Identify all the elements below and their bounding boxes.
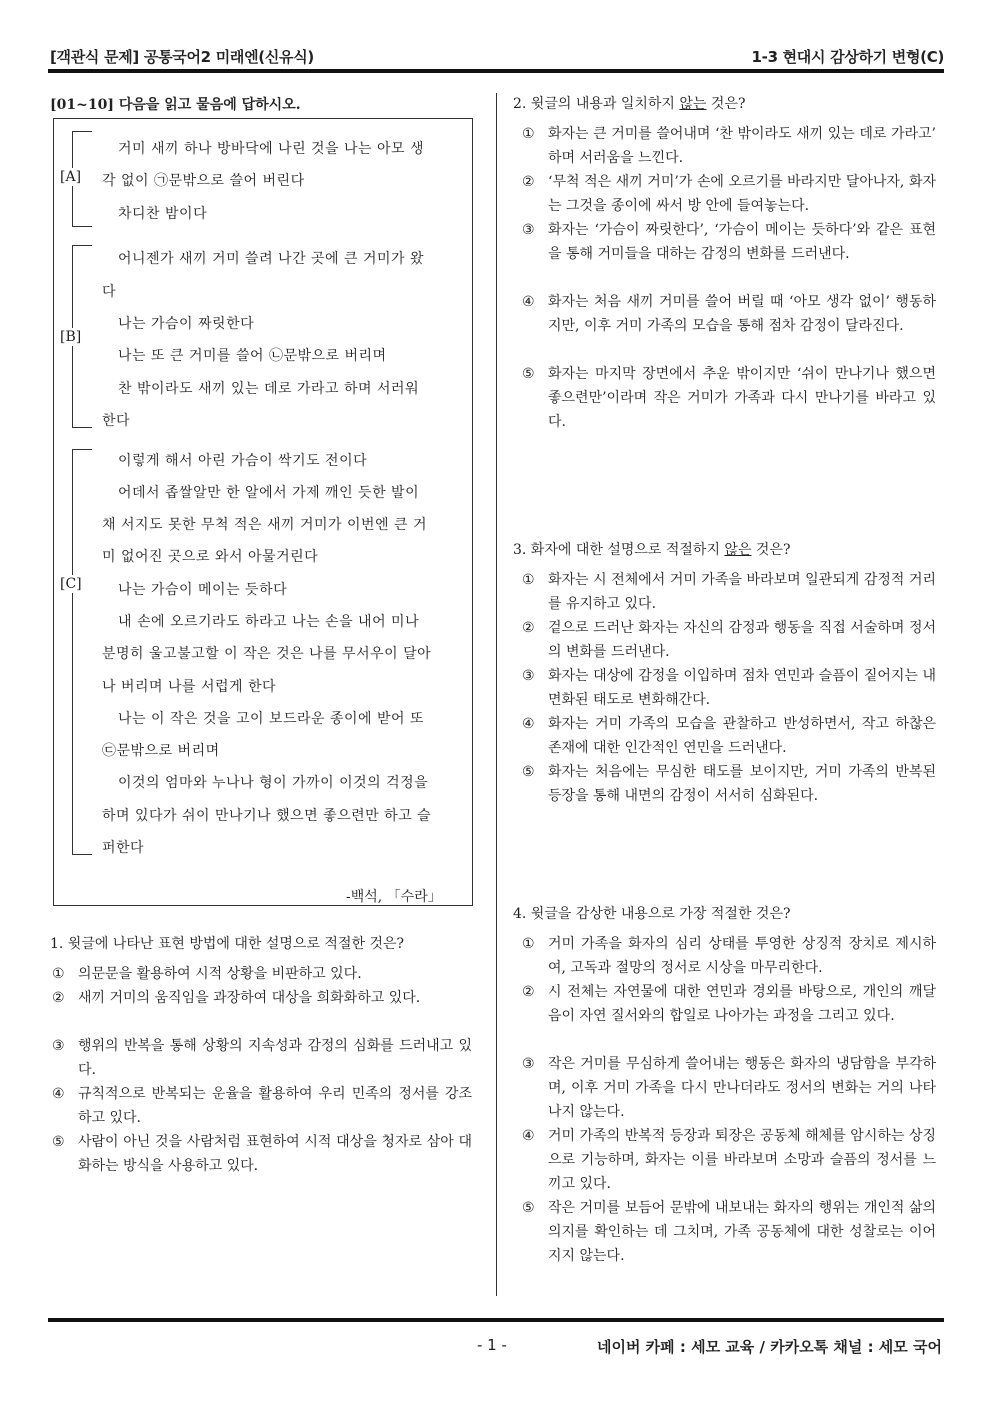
option-number: ② <box>522 620 535 636</box>
question-1-option[interactable] <box>52 962 472 986</box>
option-text: 새끼 거미의 움직임을 과장하여 대상을 희화화하고 있다. <box>78 990 421 1006</box>
question-4-option[interactable] <box>522 932 936 980</box>
poem-line: 나 버리며 나를 서럽게 한다 <box>102 679 277 695</box>
question-2-title-post: 것은? <box>706 96 746 112</box>
poem-line: 나는 가슴이 메이는 듯하다 <box>118 582 288 598</box>
question-1-option[interactable] <box>52 986 472 1010</box>
footer-divider <box>48 1318 944 1322</box>
option-number: ⑤ <box>522 1200 535 1216</box>
question-3-title-pre: 3. 화자에 대한 설명으로 적절하지 <box>513 542 725 558</box>
bracket-label-c: [C] <box>60 576 82 592</box>
question-2-option[interactable] <box>522 290 936 338</box>
header-title: [객관식 문제] 공통국어2 미래엔(신유식) <box>50 48 314 66</box>
page-number: - 1 - <box>477 1336 507 1354</box>
question-4-title: 4. 윗글을 감상한 내용으로 가장 적절한 것은? <box>513 906 791 922</box>
poem-line: 퍼한다 <box>102 840 145 856</box>
question-1-title: 1. 윗글에 나타난 표현 방법에 대한 설명으로 적절한 것은? <box>50 936 404 952</box>
question-1-option[interactable] <box>52 1082 472 1130</box>
option-number: ④ <box>522 716 535 732</box>
question-3-title-post: 것은? <box>751 542 791 558</box>
option-text: 화자는 ‘가슴이 짜릿한다’, ‘가슴이 메이는 듯하다’와 같은 표현을 통해 거미들을 대하는 감정의 변화를 드러낸다. <box>548 222 936 262</box>
question-4-option[interactable] <box>522 980 936 1028</box>
poem-line: 이렇게 해서 아린 가슴이 싹기도 전이다 <box>118 453 368 469</box>
option-number: ⑤ <box>522 366 535 382</box>
poem-line: 다 <box>102 284 117 300</box>
poem-line: 내 손에 오르기라도 하라고 나는 손을 내어 미나 <box>118 614 420 630</box>
option-text: 화자는 큰 거미를 쓸어내며 ‘찬 밖이라도 새끼 있는 데로 가라고’ 하며 서러움을 느낀다. <box>548 126 936 166</box>
option-text: 겉으로 드러난 화자는 자신의 감정과 행동을 직접 서술하며 정서의 변화를 드러낸다. <box>548 620 936 660</box>
poem-line: 차디찬 밤이다 <box>118 206 208 222</box>
option-text: 규칙적으로 반복되는 운율을 활용하여 우리 민족의 정서를 강조하고 있다. <box>78 1086 472 1126</box>
question-1-option[interactable] <box>52 1034 472 1082</box>
poem-line: ㉢문밖으로 버리며 <box>102 743 220 759</box>
option-text: 행위의 반복을 통해 상황의 지속성과 감정의 심화를 드러내고 있다. <box>78 1038 472 1078</box>
question-2-option[interactable] <box>522 170 936 218</box>
option-text: 화자는 거미 가족의 모습을 관찰하고 반성하면서, 작고 하찮은 존재에 대한 인간적인 연민을 드러낸다. <box>548 716 936 756</box>
poem-line: 거미 새끼 하나 방바닥에 나린 것을 나는 아모 생 <box>118 141 425 157</box>
option-text: 사람이 아닌 것을 사람처럼 표현하여 시적 대상을 청자로 삼아 대화하는 방식을 사용하고 있다. <box>78 1134 472 1174</box>
option-text: 의문문을 활용하여 시적 상황을 비판하고 있다. <box>78 966 362 982</box>
option-number: ⑤ <box>522 764 535 780</box>
poem-line: 미 없어진 곳으로 와서 아물거린다 <box>102 549 319 565</box>
option-text: ‘무척 적은 새끼 거미’가 손에 오르기를 바라지만 달아나자, 화자는 그것을 종이에 싸서 방 안에 들여놓는다. <box>548 174 936 214</box>
question-2-option[interactable] <box>522 122 936 170</box>
question-3-option[interactable] <box>522 568 936 616</box>
bracket-c <box>72 449 92 855</box>
question-3-title <box>513 539 791 559</box>
column-divider <box>496 93 497 1296</box>
option-text: 화자는 시 전체에서 거미 가족을 바라보며 일관되게 감정적 거리를 유지하고 있다. <box>548 572 936 612</box>
poem-line: 이것의 엄마와 누나나 형이 가까이 이것의 걱정을 <box>118 775 429 791</box>
option-number: ④ <box>522 1128 535 1144</box>
question-2-title-pre: 2. 윗글의 내용과 일치하지 <box>513 96 680 112</box>
option-number: ③ <box>522 668 535 684</box>
question-2-option[interactable] <box>522 218 936 266</box>
option-number: ② <box>52 990 65 1006</box>
poem-line: 어니젠가 새끼 거미 쓸려 나간 곳에 큰 거미가 왔 <box>118 251 425 267</box>
instruction: [01~10] 다음을 읽고 물음에 답하시오. <box>50 97 301 113</box>
option-text: 거미 가족을 화자의 심리 상태를 투영한 상징적 장치로 제시하여, 고독과 절망의 정서로 시상을 마무리한다. <box>548 936 936 976</box>
question-2-title-emphasis: 않는 <box>679 96 707 112</box>
poem-line: 분명히 울고불고할 이 작은 것은 나를 무서우이 달아 <box>102 646 432 662</box>
header-section-title: 1-3 현대시 감상하기 변형(C) <box>751 48 944 66</box>
question-4-option[interactable] <box>522 1052 936 1124</box>
option-number: ④ <box>522 294 535 310</box>
poem-line: 찬 밖이라도 새끼 있는 데로 가라고 하며 서러워 <box>118 381 420 397</box>
header-divider <box>48 69 944 73</box>
option-number: ② <box>522 174 535 190</box>
question-3-option[interactable] <box>522 712 936 760</box>
option-number: ① <box>522 572 535 588</box>
question-3-option[interactable] <box>522 760 936 808</box>
option-number: ② <box>522 984 535 1000</box>
option-number: ⑤ <box>52 1134 65 1150</box>
option-text: 화자는 처음 새끼 거미를 쓸어 버릴 때 ‘아모 생각 없이’ 행동하지만, 이후 거미 가족의 모습을 통해 점차 감정이 달라진다. <box>548 294 936 334</box>
option-number: ③ <box>52 1038 65 1054</box>
option-text: 시 전체는 자연물에 대한 연민과 경외를 바탕으로, 개인의 깨달음이 자연 질서와의 합일로 나아가는 과정을 그리고 있다. <box>548 984 936 1024</box>
bracket-label-b: [B] <box>60 329 82 345</box>
poem-source: -백석, 「수라」 <box>346 889 442 905</box>
poem-line: 나는 또 큰 거미를 쓸어 ㉡문밖으로 버리며 <box>118 348 387 364</box>
question-3-title-emphasis: 않은 <box>724 542 752 558</box>
footer-credits: 네이버 카페 : 세모 교육 / 카카오톡 채널 : 세모 국어 <box>596 1338 942 1356</box>
question-2-title <box>513 93 745 113</box>
option-text: 화자는 마지막 장면에서 추운 밖이지만 ‘쉬이 만나기나 했으면 좋으련만’이라며 작은 거미가 가족과 다시 만나기를 바라고 있다. <box>548 366 936 430</box>
option-number: ① <box>52 966 65 982</box>
poem-line: 나는 이 작은 것을 고이 보드라운 종이에 받어 또 <box>118 711 425 727</box>
question-3-option[interactable] <box>522 616 936 664</box>
poem-line: 나는 가슴이 짜릿한다 <box>118 316 255 332</box>
question-2-option[interactable] <box>522 362 936 434</box>
option-text: 화자는 대상에 감정을 이입하며 점차 연민과 슬픔이 짙어지는 내면화된 태도로 변화해간다. <box>548 668 936 708</box>
question-1-option[interactable] <box>52 1130 472 1178</box>
option-number: ① <box>522 936 535 952</box>
option-text: 작은 거미를 무심하게 쓸어내는 행동은 화자의 냉담함을 부각하며, 이후 거미 가족을 다시 만나더라도 정서의 변화는 거의 나타나지 않는다. <box>548 1056 936 1120</box>
poem-line: 각 없이 ㉠문밖으로 쓸어 버린다 <box>102 173 305 189</box>
option-number: ④ <box>52 1086 65 1102</box>
poem-line: 어데서 좁쌀알만 한 알에서 가제 깨인 듯한 발이 <box>118 485 420 501</box>
option-text: 화자는 처음에는 무심한 태도를 보이지만, 거미 가족의 반복된 등장을 통해 내면의 감정이 서서히 심화된다. <box>548 764 936 804</box>
poem-line: 채 서지도 못한 무척 적은 새끼 거미가 이번엔 큰 거 <box>102 517 428 533</box>
option-number: ③ <box>522 222 535 238</box>
poem-line: 하며 있다가 쉬이 만나기나 했으면 좋으련만 하고 슬 <box>102 808 432 824</box>
question-4-option[interactable] <box>522 1196 936 1268</box>
option-number: ① <box>522 126 535 142</box>
poem-line: 한다 <box>102 413 131 429</box>
bracket-label-a: [A] <box>60 169 82 185</box>
question-4-option[interactable] <box>522 1124 936 1196</box>
option-number: ③ <box>522 1056 535 1072</box>
option-text: 거미 가족의 반복적 등장과 퇴장은 공동체 해체를 암시하는 상징으로 기능하며, 화자는 이를 바라보며 소망과 슬픔의 정서를 느끼고 있다. <box>548 1128 936 1192</box>
option-text: 작은 거미를 보듬어 문밖에 내보내는 화자의 행위는 개인적 삶의 의지를 확인하는 데 그치며, 가족 공동체에 대한 성찰로는 이어지지 않는다. <box>548 1200 936 1264</box>
question-3-option[interactable] <box>522 664 936 712</box>
